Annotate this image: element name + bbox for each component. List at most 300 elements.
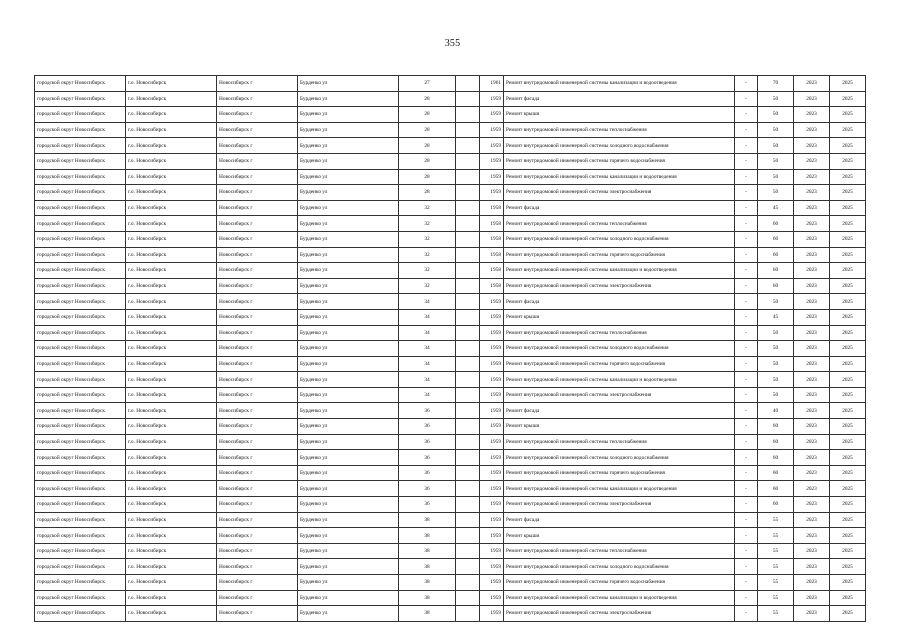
work-type-cell: Ремонт внутридомовой инженерной системы электроснабжения bbox=[504, 497, 735, 513]
settlement-cell: Новосибирск г bbox=[217, 606, 298, 622]
house-number-cell: 38 bbox=[399, 590, 456, 606]
cost-cell: 50 bbox=[758, 169, 794, 185]
cost-cell: 50 bbox=[758, 153, 794, 169]
start-year-cell: 2023 bbox=[794, 263, 830, 279]
year-built-cell: 1959 bbox=[480, 543, 504, 559]
settlement-cell: Новосибирск г bbox=[217, 341, 298, 357]
municipality-cell: г.о. Новосибирск bbox=[126, 76, 217, 92]
building-cell bbox=[456, 575, 480, 591]
table-row bbox=[35, 138, 866, 154]
settlement-cell: Новосибирск г bbox=[217, 559, 298, 575]
work-type-cell: Ремонт внутридомовой инженерной системы канализации и водоотведения bbox=[504, 169, 735, 185]
settlement-cell: Новосибирск г bbox=[217, 122, 298, 138]
street-cell: Бурденко ул bbox=[298, 559, 399, 575]
dash-cell: - bbox=[735, 575, 758, 591]
building-cell bbox=[456, 91, 480, 107]
street-cell: Бурденко ул bbox=[298, 434, 399, 450]
work-type-cell: Ремонт внутридомовой инженерной системы канализации и водоотведения bbox=[504, 76, 735, 92]
end-year-cell: 2025 bbox=[830, 91, 866, 107]
end-year-cell: 2025 bbox=[830, 107, 866, 123]
year-built-cell: 1959 bbox=[480, 325, 504, 341]
year-built-cell: 1959 bbox=[480, 465, 504, 481]
dash-cell: - bbox=[735, 372, 758, 388]
work-type-cell: Ремонт крыши bbox=[504, 419, 735, 435]
start-year-cell: 2023 bbox=[794, 216, 830, 232]
street-cell: Бурденко ул bbox=[298, 372, 399, 388]
work-type-cell: Ремонт фасада bbox=[504, 294, 735, 310]
house-number-cell: 28 bbox=[399, 138, 456, 154]
municipality-cell: г.о. Новосибирск bbox=[126, 481, 217, 497]
district-cell: городской округ Новосибирск bbox=[35, 107, 126, 123]
cost-cell: 60 bbox=[758, 497, 794, 513]
start-year-cell: 2023 bbox=[794, 606, 830, 622]
house-number-cell: 38 bbox=[399, 543, 456, 559]
settlement-cell: Новосибирск г bbox=[217, 138, 298, 154]
end-year-cell: 2025 bbox=[830, 481, 866, 497]
work-type-cell: Ремонт внутридомовой инженерной системы канализации и водоотведения bbox=[504, 481, 735, 497]
building-cell bbox=[456, 76, 480, 92]
table-row bbox=[35, 263, 866, 279]
street-cell: Бурденко ул bbox=[298, 91, 399, 107]
cost-cell: 60 bbox=[758, 450, 794, 466]
house-number-cell: 28 bbox=[399, 169, 456, 185]
district-cell: городской округ Новосибирск bbox=[35, 325, 126, 341]
year-built-cell: 1959 bbox=[480, 512, 504, 528]
municipality-cell: г.о. Новосибирск bbox=[126, 247, 217, 263]
house-number-cell: 28 bbox=[399, 91, 456, 107]
municipality-cell: г.о. Новосибирск bbox=[126, 153, 217, 169]
dash-cell: - bbox=[735, 278, 758, 294]
work-type-cell: Ремонт внутридомовой инженерной системы электроснабжения bbox=[504, 606, 735, 622]
year-built-cell: 1959 bbox=[480, 528, 504, 544]
year-built-cell: 1959 bbox=[480, 356, 504, 372]
start-year-cell: 2023 bbox=[794, 356, 830, 372]
end-year-cell: 2025 bbox=[830, 465, 866, 481]
year-built-cell: 1959 bbox=[480, 387, 504, 403]
dash-cell: - bbox=[735, 356, 758, 372]
municipality-cell: г.о. Новосибирск bbox=[126, 91, 217, 107]
cost-cell: 60 bbox=[758, 465, 794, 481]
year-built-cell: 1959 bbox=[480, 481, 504, 497]
table-row bbox=[35, 76, 866, 92]
building-cell bbox=[456, 138, 480, 154]
cost-cell: 50 bbox=[758, 387, 794, 403]
district-cell: городской округ Новосибирск bbox=[35, 200, 126, 216]
year-built-cell: 1959 bbox=[480, 91, 504, 107]
municipality-cell: г.о. Новосибирск bbox=[126, 590, 217, 606]
end-year-cell: 2025 bbox=[830, 153, 866, 169]
street-cell: Бурденко ул bbox=[298, 387, 399, 403]
end-year-cell: 2025 bbox=[830, 263, 866, 279]
settlement-cell: Новосибирск г bbox=[217, 450, 298, 466]
street-cell: Бурденко ул bbox=[298, 122, 399, 138]
end-year-cell: 2025 bbox=[830, 138, 866, 154]
dash-cell: - bbox=[735, 528, 758, 544]
end-year-cell: 2025 bbox=[830, 309, 866, 325]
street-cell: Бурденко ул bbox=[298, 263, 399, 279]
dash-cell: - bbox=[735, 247, 758, 263]
cost-cell: 50 bbox=[758, 122, 794, 138]
dash-cell: - bbox=[735, 200, 758, 216]
house-number-cell: 28 bbox=[399, 107, 456, 123]
dash-cell: - bbox=[735, 387, 758, 403]
street-cell: Бурденко ул bbox=[298, 76, 399, 92]
table-row bbox=[35, 153, 866, 169]
table-row bbox=[35, 372, 866, 388]
street-cell: Бурденко ул bbox=[298, 590, 399, 606]
district-cell: городской округ Новосибирск bbox=[35, 309, 126, 325]
cost-cell: 60 bbox=[758, 263, 794, 279]
table-row bbox=[35, 325, 866, 341]
settlement-cell: Новосибирск г bbox=[217, 325, 298, 341]
house-number-cell: 36 bbox=[399, 403, 456, 419]
dash-cell: - bbox=[735, 263, 758, 279]
end-year-cell: 2025 bbox=[830, 216, 866, 232]
year-built-cell: 1959 bbox=[480, 294, 504, 310]
dash-cell: - bbox=[735, 512, 758, 528]
settlement-cell: Новосибирск г bbox=[217, 528, 298, 544]
repair-schedule-table bbox=[34, 75, 866, 622]
table-row bbox=[35, 434, 866, 450]
district-cell: городской округ Новосибирск bbox=[35, 419, 126, 435]
table-row bbox=[35, 231, 866, 247]
building-cell bbox=[456, 481, 480, 497]
dash-cell: - bbox=[735, 309, 758, 325]
settlement-cell: Новосибирск г bbox=[217, 309, 298, 325]
table-row bbox=[35, 122, 866, 138]
settlement-cell: Новосибирск г bbox=[217, 575, 298, 591]
street-cell: Бурденко ул bbox=[298, 575, 399, 591]
start-year-cell: 2023 bbox=[794, 185, 830, 201]
district-cell: городской округ Новосибирск bbox=[35, 122, 126, 138]
street-cell: Бурденко ул bbox=[298, 481, 399, 497]
year-built-cell: 1959 bbox=[480, 341, 504, 357]
year-built-cell: 1958 bbox=[480, 216, 504, 232]
municipality-cell: г.о. Новосибирск bbox=[126, 387, 217, 403]
end-year-cell: 2025 bbox=[830, 559, 866, 575]
work-type-cell: Ремонт внутридомовой инженерной системы холодного водоснабжения bbox=[504, 450, 735, 466]
district-cell: городской округ Новосибирск bbox=[35, 559, 126, 575]
end-year-cell: 2025 bbox=[830, 403, 866, 419]
start-year-cell: 2023 bbox=[794, 590, 830, 606]
building-cell bbox=[456, 169, 480, 185]
street-cell: Бурденко ул bbox=[298, 231, 399, 247]
building-cell bbox=[456, 325, 480, 341]
district-cell: городской округ Новосибирск bbox=[35, 575, 126, 591]
dash-cell: - bbox=[735, 91, 758, 107]
year-built-cell: 1959 bbox=[480, 122, 504, 138]
year-built-cell: 1958 bbox=[480, 278, 504, 294]
table-row bbox=[35, 309, 866, 325]
year-built-cell: 1959 bbox=[480, 138, 504, 154]
settlement-cell: Новосибирск г bbox=[217, 372, 298, 388]
district-cell: городской округ Новосибирск bbox=[35, 91, 126, 107]
end-year-cell: 2025 bbox=[830, 122, 866, 138]
municipality-cell: г.о. Новосибирск bbox=[126, 185, 217, 201]
work-type-cell: Ремонт внутридомовой инженерной системы горячего водоснабжения bbox=[504, 575, 735, 591]
street-cell: Бурденко ул bbox=[298, 169, 399, 185]
building-cell bbox=[456, 185, 480, 201]
building-cell bbox=[456, 512, 480, 528]
work-type-cell: Ремонт внутридомовой инженерной системы холодного водоснабжения bbox=[504, 341, 735, 357]
building-cell bbox=[456, 247, 480, 263]
dash-cell: - bbox=[735, 122, 758, 138]
year-built-cell: 1959 bbox=[480, 419, 504, 435]
house-number-cell: 36 bbox=[399, 481, 456, 497]
table-row bbox=[35, 185, 866, 201]
district-cell: городской округ Новосибирск bbox=[35, 372, 126, 388]
settlement-cell: Новосибирск г bbox=[217, 434, 298, 450]
cost-cell: 60 bbox=[758, 247, 794, 263]
start-year-cell: 2023 bbox=[794, 91, 830, 107]
house-number-cell: 32 bbox=[399, 200, 456, 216]
end-year-cell: 2025 bbox=[830, 341, 866, 357]
building-cell bbox=[456, 309, 480, 325]
cost-cell: 50 bbox=[758, 138, 794, 154]
cost-cell: 60 bbox=[758, 434, 794, 450]
street-cell: Бурденко ул bbox=[298, 512, 399, 528]
district-cell: городской округ Новосибирск bbox=[35, 138, 126, 154]
table-row bbox=[35, 247, 866, 263]
start-year-cell: 2023 bbox=[794, 403, 830, 419]
table-row bbox=[35, 403, 866, 419]
cost-cell: 50 bbox=[758, 372, 794, 388]
house-number-cell: 34 bbox=[399, 356, 456, 372]
work-type-cell: Ремонт внутридомовой инженерной системы теплоснабжения bbox=[504, 216, 735, 232]
start-year-cell: 2023 bbox=[794, 153, 830, 169]
house-number-cell: 34 bbox=[399, 325, 456, 341]
year-built-cell: 1959 bbox=[480, 185, 504, 201]
settlement-cell: Новосибирск г bbox=[217, 91, 298, 107]
building-cell bbox=[456, 294, 480, 310]
cost-cell: 55 bbox=[758, 528, 794, 544]
street-cell: Бурденко ул bbox=[298, 325, 399, 341]
house-number-cell: 34 bbox=[399, 372, 456, 388]
municipality-cell: г.о. Новосибирск bbox=[126, 341, 217, 357]
work-type-cell: Ремонт крыши bbox=[504, 528, 735, 544]
house-number-cell: 32 bbox=[399, 278, 456, 294]
settlement-cell: Новосибирск г bbox=[217, 356, 298, 372]
municipality-cell: г.о. Новосибирск bbox=[126, 606, 217, 622]
start-year-cell: 2023 bbox=[794, 465, 830, 481]
table-row bbox=[35, 606, 866, 622]
start-year-cell: 2023 bbox=[794, 419, 830, 435]
district-cell: городской округ Новосибирск bbox=[35, 387, 126, 403]
dash-cell: - bbox=[735, 497, 758, 513]
house-number-cell: 32 bbox=[399, 247, 456, 263]
table-row bbox=[35, 169, 866, 185]
table-row bbox=[35, 387, 866, 403]
municipality-cell: г.о. Новосибирск bbox=[126, 434, 217, 450]
building-cell bbox=[456, 450, 480, 466]
settlement-cell: Новосибирск г bbox=[217, 169, 298, 185]
municipality-cell: г.о. Новосибирск bbox=[126, 325, 217, 341]
street-cell: Бурденко ул bbox=[298, 309, 399, 325]
street-cell: Бурденко ул bbox=[298, 185, 399, 201]
table-row bbox=[35, 575, 866, 591]
end-year-cell: 2025 bbox=[830, 590, 866, 606]
street-cell: Бурденко ул bbox=[298, 543, 399, 559]
street-cell: Бурденко ул bbox=[298, 216, 399, 232]
building-cell bbox=[456, 153, 480, 169]
work-type-cell: Ремонт внутридомовой инженерной системы электроснабжения bbox=[504, 185, 735, 201]
work-type-cell: Ремонт внутридомовой инженерной системы горячего водоснабжения bbox=[504, 356, 735, 372]
table-row bbox=[35, 543, 866, 559]
settlement-cell: Новосибирск г bbox=[217, 200, 298, 216]
house-number-cell: 38 bbox=[399, 575, 456, 591]
start-year-cell: 2023 bbox=[794, 341, 830, 357]
start-year-cell: 2023 bbox=[794, 512, 830, 528]
street-cell: Бурденко ул bbox=[298, 247, 399, 263]
settlement-cell: Новосибирск г bbox=[217, 278, 298, 294]
street-cell: Бурденко ул bbox=[298, 450, 399, 466]
table-row bbox=[35, 356, 866, 372]
settlement-cell: Новосибирск г bbox=[217, 107, 298, 123]
end-year-cell: 2025 bbox=[830, 247, 866, 263]
house-number-cell: 36 bbox=[399, 419, 456, 435]
municipality-cell: г.о. Новосибирск bbox=[126, 575, 217, 591]
end-year-cell: 2025 bbox=[830, 543, 866, 559]
building-cell bbox=[456, 543, 480, 559]
building-cell bbox=[456, 403, 480, 419]
cost-cell: 55 bbox=[758, 543, 794, 559]
settlement-cell: Новосибирск г bbox=[217, 497, 298, 513]
district-cell: городской округ Новосибирск bbox=[35, 185, 126, 201]
district-cell: городской округ Новосибирск bbox=[35, 153, 126, 169]
work-type-cell: Ремонт внутридомовой инженерной системы холодного водоснабжения bbox=[504, 231, 735, 247]
district-cell: городской округ Новосибирск bbox=[35, 450, 126, 466]
table-row bbox=[35, 465, 866, 481]
year-built-cell: 1959 bbox=[480, 559, 504, 575]
cost-cell: 50 bbox=[758, 341, 794, 357]
table-row bbox=[35, 528, 866, 544]
cost-cell: 60 bbox=[758, 419, 794, 435]
start-year-cell: 2023 bbox=[794, 528, 830, 544]
end-year-cell: 2025 bbox=[830, 200, 866, 216]
street-cell: Бурденко ул bbox=[298, 606, 399, 622]
dash-cell: - bbox=[735, 419, 758, 435]
house-number-cell: 28 bbox=[399, 185, 456, 201]
building-cell bbox=[456, 341, 480, 357]
year-built-cell: 1958 bbox=[480, 231, 504, 247]
start-year-cell: 2023 bbox=[794, 372, 830, 388]
settlement-cell: Новосибирск г bbox=[217, 419, 298, 435]
end-year-cell: 2025 bbox=[830, 450, 866, 466]
building-cell bbox=[456, 606, 480, 622]
street-cell: Бурденко ул bbox=[298, 278, 399, 294]
start-year-cell: 2023 bbox=[794, 543, 830, 559]
house-number-cell: 38 bbox=[399, 528, 456, 544]
building-cell bbox=[456, 278, 480, 294]
work-type-cell: Ремонт крыши bbox=[504, 309, 735, 325]
start-year-cell: 2023 bbox=[794, 122, 830, 138]
work-type-cell: Ремонт внутридомовой инженерной системы холодного водоснабжения bbox=[504, 138, 735, 154]
district-cell: городской округ Новосибирск bbox=[35, 481, 126, 497]
municipality-cell: г.о. Новосибирск bbox=[126, 512, 217, 528]
work-type-cell: Ремонт внутридомовой инженерной системы теплоснабжения bbox=[504, 122, 735, 138]
work-type-cell: Ремонт внутридомовой инженерной системы канализации и водоотведения bbox=[504, 590, 735, 606]
dash-cell: - bbox=[735, 138, 758, 154]
municipality-cell: г.о. Новосибирск bbox=[126, 122, 217, 138]
cost-cell: 60 bbox=[758, 481, 794, 497]
cost-cell: 50 bbox=[758, 91, 794, 107]
year-built-cell: 1959 bbox=[480, 309, 504, 325]
year-built-cell: 1958 bbox=[480, 200, 504, 216]
end-year-cell: 2025 bbox=[830, 325, 866, 341]
work-type-cell: Ремонт внутридомовой инженерной системы холодного водоснабжения bbox=[504, 559, 735, 575]
house-number-cell: 34 bbox=[399, 309, 456, 325]
municipality-cell: г.о. Новосибирск bbox=[126, 169, 217, 185]
year-built-cell: 1961 bbox=[480, 76, 504, 92]
district-cell: городской округ Новосибирск bbox=[35, 216, 126, 232]
building-cell bbox=[456, 528, 480, 544]
settlement-cell: Новосибирск г bbox=[217, 263, 298, 279]
work-type-cell: Ремонт внутридомовой инженерной системы горячего водоснабжения bbox=[504, 465, 735, 481]
start-year-cell: 2023 bbox=[794, 247, 830, 263]
start-year-cell: 2023 bbox=[794, 138, 830, 154]
settlement-cell: Новосибирск г bbox=[217, 481, 298, 497]
year-built-cell: 1959 bbox=[480, 450, 504, 466]
page-number: 355 bbox=[444, 38, 461, 49]
building-cell bbox=[456, 590, 480, 606]
year-built-cell: 1959 bbox=[480, 590, 504, 606]
municipality-cell: г.о. Новосибирск bbox=[126, 231, 217, 247]
building-cell bbox=[456, 263, 480, 279]
work-type-cell: Ремонт внутридомовой инженерной системы теплоснабжения bbox=[504, 325, 735, 341]
municipality-cell: г.о. Новосибирск bbox=[126, 356, 217, 372]
street-cell: Бурденко ул bbox=[298, 528, 399, 544]
street-cell: Бурденко ул bbox=[298, 153, 399, 169]
street-cell: Бурденко ул bbox=[298, 341, 399, 357]
table-row bbox=[35, 590, 866, 606]
district-cell: городской округ Новосибирск bbox=[35, 606, 126, 622]
work-type-cell: Ремонт фасада bbox=[504, 403, 735, 419]
municipality-cell: г.о. Новосибирск bbox=[126, 372, 217, 388]
year-built-cell: 1958 bbox=[480, 247, 504, 263]
cost-cell: 70 bbox=[758, 76, 794, 92]
street-cell: Бурденко ул bbox=[298, 403, 399, 419]
settlement-cell: Новосибирск г bbox=[217, 153, 298, 169]
house-number-cell: 32 bbox=[399, 263, 456, 279]
district-cell: городской округ Новосибирск bbox=[35, 465, 126, 481]
district-cell: городской округ Новосибирск bbox=[35, 528, 126, 544]
dash-cell: - bbox=[735, 325, 758, 341]
year-built-cell: 1959 bbox=[480, 107, 504, 123]
municipality-cell: г.о. Новосибирск bbox=[126, 216, 217, 232]
house-number-cell: 34 bbox=[399, 341, 456, 357]
district-cell: городской округ Новосибирск bbox=[35, 341, 126, 357]
year-built-cell: 1959 bbox=[480, 169, 504, 185]
cost-cell: 60 bbox=[758, 278, 794, 294]
work-type-cell: Ремонт внутридомовой инженерной системы электроснабжения bbox=[504, 387, 735, 403]
settlement-cell: Новосибирск г bbox=[217, 543, 298, 559]
work-type-cell: Ремонт внутридомовой инженерной системы теплоснабжения bbox=[504, 543, 735, 559]
cost-cell: 45 bbox=[758, 200, 794, 216]
table-row bbox=[35, 450, 866, 466]
work-type-cell: Ремонт внутридомовой инженерной системы электроснабжения bbox=[504, 278, 735, 294]
start-year-cell: 2023 bbox=[794, 325, 830, 341]
dash-cell: - bbox=[735, 76, 758, 92]
work-type-cell: Ремонт фасада bbox=[504, 91, 735, 107]
table-row bbox=[35, 419, 866, 435]
street-cell: Бурденко ул bbox=[298, 497, 399, 513]
table-row bbox=[35, 512, 866, 528]
settlement-cell: Новосибирск г bbox=[217, 387, 298, 403]
cost-cell: 55 bbox=[758, 606, 794, 622]
house-number-cell: 34 bbox=[399, 294, 456, 310]
municipality-cell: г.о. Новосибирск bbox=[126, 419, 217, 435]
street-cell: Бурденко ул bbox=[298, 107, 399, 123]
